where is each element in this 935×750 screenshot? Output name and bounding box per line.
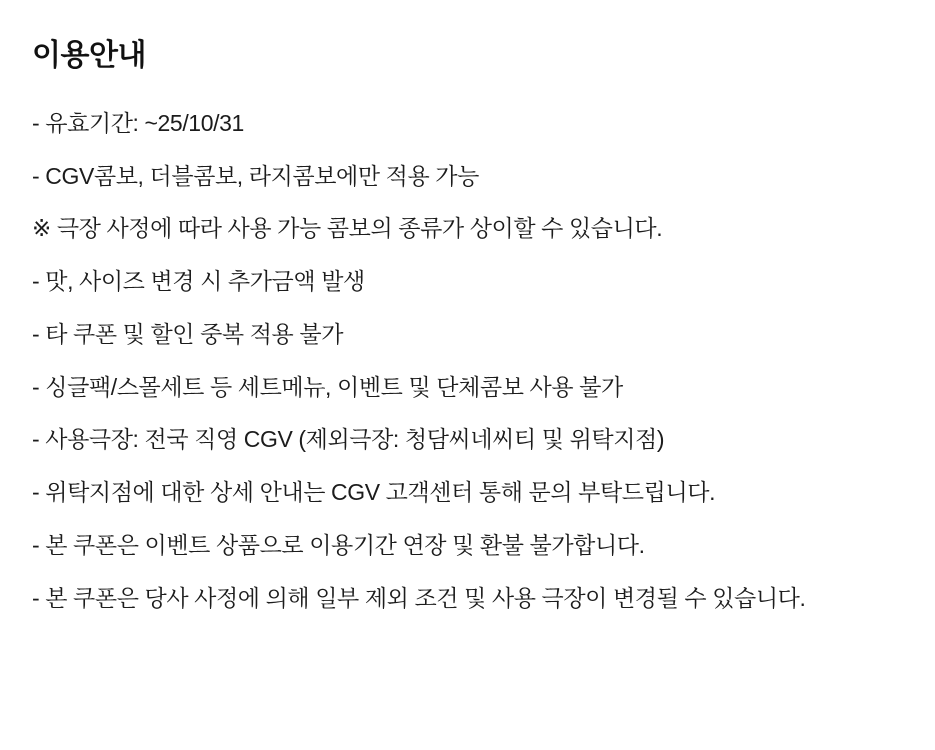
list-item: - CGV콤보, 더블콤보, 라지콤보에만 적용 가능	[32, 162, 479, 189]
list-item: - 본 쿠폰은 이벤트 상품으로 이용기간 연장 및 환불 불가합니다.	[32, 531, 645, 558]
list-item: ※ 극장 사정에 따라 사용 가능 콤보의 종류가 상이할 수 있습니다.	[32, 215, 663, 242]
list-item: - 사용극장: 전국 직영 CGV (제외극장: 청담씨네씨티 및 위탁지점)	[32, 426, 665, 453]
list-item: - 타 쿠폰 및 할인 중복 적용 불가	[32, 320, 344, 347]
page-title: 이용안내	[32, 39, 146, 72]
list-item: - 위탁지점에 대한 상세 안내는 CGV 고객센터 통해 문의 부탁드립니다.	[32, 479, 716, 506]
list-item: - 본 쿠폰은 당사 사정에 의해 일부 제외 조건 및 사용 극장이 변경될 수 있습니다.	[32, 584, 806, 611]
list-item: - 맛, 사이즈 변경 시 추가금액 발생	[32, 268, 365, 295]
list-item: - 싱글팩/스몰세트 등 세트메뉴, 이벤트 및 단체콤보 사용 불가	[32, 373, 623, 400]
list-item: - 유효기간: ~25/10/31	[32, 110, 244, 136]
notice-list	[32, 108, 905, 614]
